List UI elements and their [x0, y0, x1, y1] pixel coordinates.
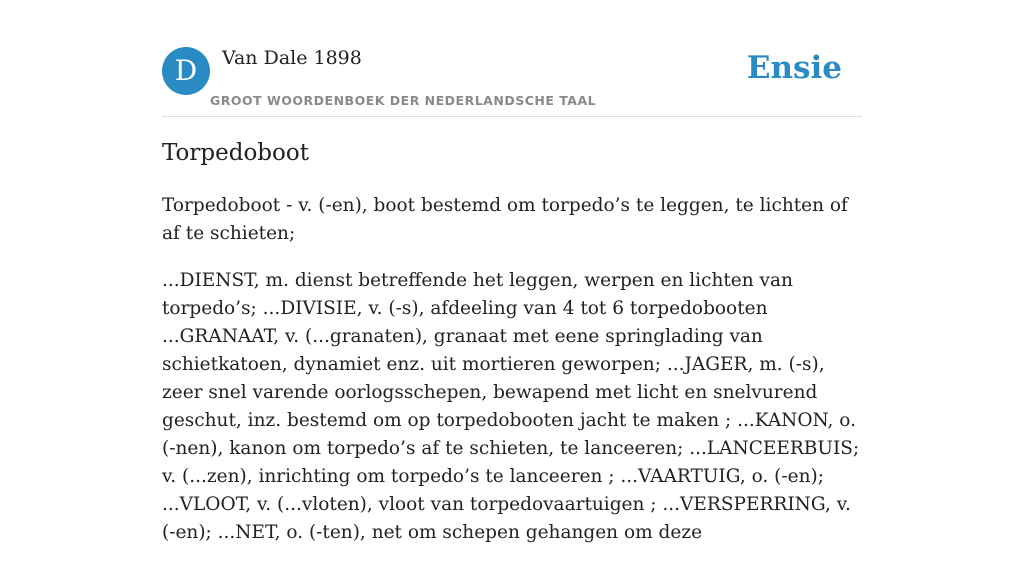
definition-paragraph-1: Torpedoboot - v. (-en), boot bestemd om torpedo’s te leggen, te lichten of af te schieten; — [162, 195, 848, 244]
entry-title: Torpedoboot — [162, 140, 309, 166]
entry-definition — [162, 192, 862, 566]
ensie-logo[interactable]: Ensie — [746, 50, 842, 86]
source-header — [162, 46, 862, 117]
source-avatar[interactable]: D — [162, 47, 210, 95]
source-name-link[interactable]: Van Dale 1898 — [222, 47, 362, 69]
source-subtitle: GROOT WOORDENBOEK DER NEDERLANDSCHE TAAL — [210, 93, 597, 108]
definition-paragraph-2: ...DIENST, m. dienst betreffende het leggen, werpen en lichten van torpedo’s; ...DIVISIE, v. (-s), afdeeling van 4 tot 6 torpedobooten ...GRANAAT, v. (...granaten), granaat met eene springlading van schietkatoen, dynamiet enz. uit mortieren geworpen; ...JAGER, m. (-s), zeer snel varende oorlogsschepen, bewapend met licht en snelvurend geschut, inz. bestemd om op torpedobooten jacht te maken ; ...KANON, o. (-nen), kanon om torpedo’s af te schieten, te lanceeren; ...LANCEERBUIS; v. (...zen), inrichting om torpedo’s te lanceeren ; ...VAARTUIG, o. (-en); ...VLOOT, v. (...vloten), vloot van torpedovaartuigen ; ...VERSPERRING, v. (-en); ...NET, o. (-ten), net om schepen gehangen om deze — [162, 270, 860, 543]
